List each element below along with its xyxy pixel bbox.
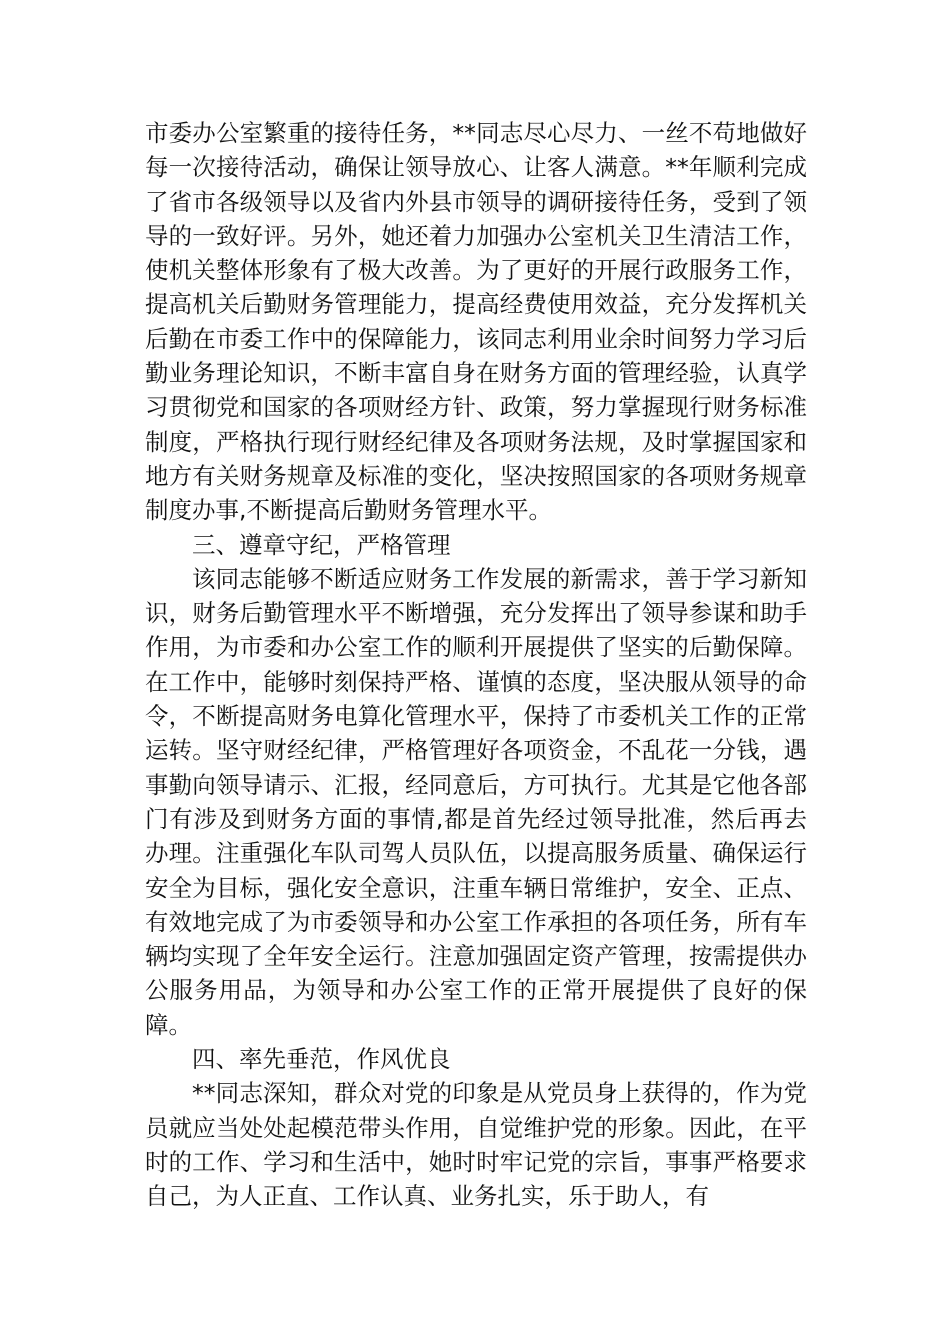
paragraph-discipline: 该同志能够不断适应财务工作发展的新需求，善于学习新知识，财务后勤管理水平不断增强，充分发挥出了领导参谋和助手作用，为市委和办公室工作的顺利开展提供了坚实的后勤保障。在工作中，能够时刻保持严格、谨慎的态度，坚决服从领导的命令，不断提高财务电算化管理水平，保持了市委机关工作的正常运转。坚守财经纪律，严格管理好各项资金，不乱花一分钱，遇事勤向领导请示、汇报，经同意后，方可执行。尤其是它他各部门有涉及到财务方面的事情,都是首先经过领导批准，然后再去办理。注重强化车队司驾人员队伍，以提高服务质量、确保运行安全为目标，强化安全意识，注重车辆日常维护，安全、正点、有效地完成了为市委领导和办公室工作承担的各项任务，所有车辆均实现了全年安全运行。注意加强固定资产管理，按需提供办公服务用品，为领导和办公室工作的正常开展提供了良好的保障。	[145, 564, 807, 1039]
section-heading-discipline: 三、遵章守纪，严格管理	[192, 530, 451, 559]
paragraph-example: **同志深知，群众对党的印象是从党员身上获得的，作为党员就应当处处起模范带头作用，自觉维护党的形象。因此，在平时的工作、学习和生活中，她时时牢记党的宗旨，事事严格要求自己，为人正直、工作认真、业务扎实，乐于助人，有	[145, 1079, 807, 1211]
section-heading-example: 四、率先垂范，作风优良	[192, 1045, 451, 1074]
document-page	[145, 116, 807, 1214]
paragraph-reception-work: 市委办公室繁重的接待任务，**同志尽心尽力、一丝不苟地做好每一次接待活动，确保让领导放心、让客人满意。**年顺利完成了省市各级领导以及省内外县市领导的调研接待任务，受到了领导的一致好评。另外，她还着力加强办公室机关卫生清洁工作，使机关整体形象有了极大改善。为了更好的开展行政服务工作，提高机关后勤财务管理能力，提高经费使用效益，充分发挥机关后勤在市委工作中的保障能力，该同志利用业余时间努力学习后勤业务理论知识，不断丰富自身在财务方面的管理经验，认真学习贯彻党和国家的各项财经方针、政策，努力掌握现行财务标准制度，严格执行现行财经纪律及各项财务法规，及时掌握国家和地方有关财务规章及标准的变化，坚决按照国家的各项财务规章制度办事,不断提高后勤财务管理水平。	[145, 119, 807, 525]
